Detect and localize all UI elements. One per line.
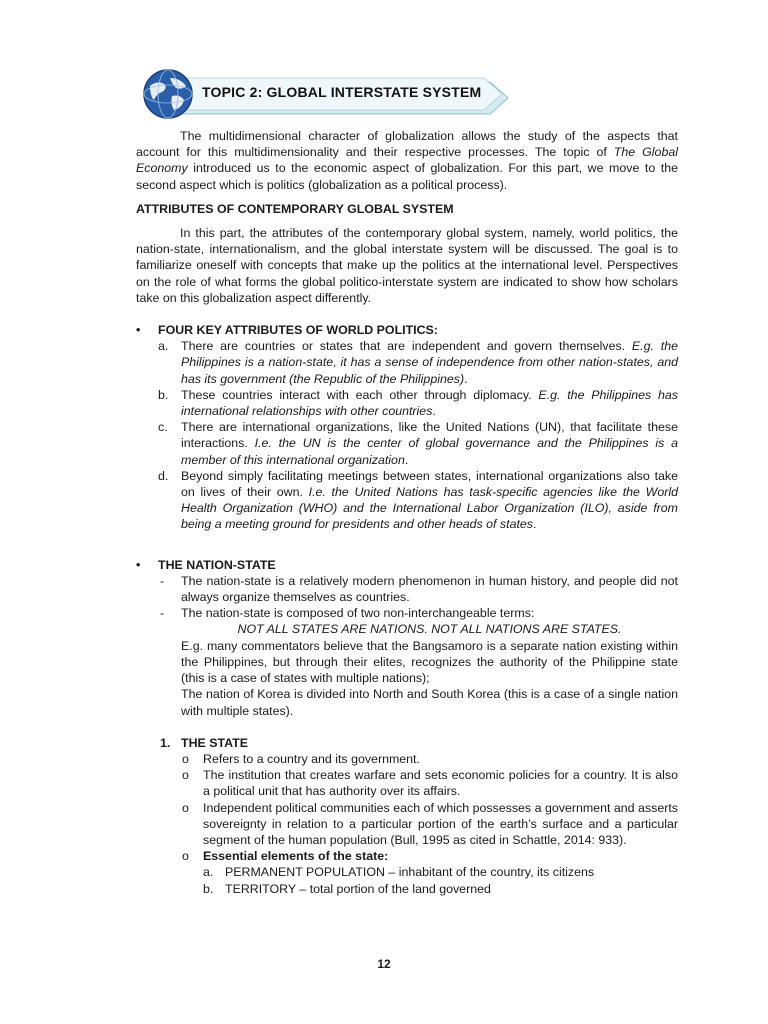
item-text: PERMANENT POPULATION – inhabitant of the country, its citizens	[225, 865, 595, 880]
globe-icon	[142, 68, 194, 120]
bullet-icon: •	[136, 557, 141, 572]
item-text: Independent political communities each of which possesses a government and asserts sovereignty in relation to a particular portion of the earth’s surface and a particular segment of the human population (Bull, 1995 as cited in Schattle, 2014: 933).	[203, 800, 678, 847]
list-marker: b.	[203, 881, 214, 896]
heading-text: THE STATE	[181, 735, 248, 750]
list-marker: d.	[158, 468, 169, 483]
item-text: These countries interact with each other through diplomacy.	[181, 387, 539, 402]
list-marker: a.	[158, 339, 169, 354]
topic-title: TOPIC 2: GLOBAL INTERSTATE SYSTEM	[202, 84, 482, 100]
dash-marker: -	[160, 606, 165, 621]
list-item	[136, 848, 678, 864]
attributes-heading: ATTRIBUTES OF CONTEMPORARY GLOBAL SYSTEM	[136, 201, 454, 216]
list-marker: c.	[158, 420, 168, 435]
list-item	[136, 881, 678, 897]
circle-bullet-icon: o	[182, 751, 189, 766]
list-item	[136, 468, 678, 533]
number-marker: 1.	[160, 735, 171, 750]
item-text: Refers to a country and its government.	[203, 751, 420, 766]
item-text: Beyond simply facilitating meetings between states, international organizations also take on lives of their own.	[181, 468, 678, 500]
dash-marker: -	[160, 573, 165, 588]
nation-state-section	[136, 557, 678, 573]
list-item	[136, 387, 678, 419]
circle-bullet-icon: o	[182, 800, 189, 815]
intro-text-2: introduced us to the economic aspect of globalization. For this part, we move to the second aspect which is politics (globalization as a political process).	[136, 161, 678, 192]
list-marker: a.	[203, 865, 214, 880]
item-text: The nation-state is composed of two non-interchangeable terms:	[181, 606, 535, 621]
item-text: The institution that creates warfare and sets economic policies for a country. It is also a political unit that has authority over its affairs.	[203, 768, 678, 799]
item-text: The nation-state is a relatively modern phenomenon in human history, and people did not always organize themselves as countries.	[181, 573, 678, 605]
page-number: 12	[377, 957, 391, 971]
centered-statement: NOT ALL STATES ARE NATIONS. NOT ALL NATIONS ARE STATES.	[237, 622, 622, 637]
list-item	[136, 864, 678, 880]
item-example: I.e. the UN is the center of global governance and the Philippines is a member of this international organization	[181, 436, 678, 467]
main-content	[136, 128, 678, 897]
circle-bullet-icon: o	[182, 768, 189, 783]
list-marker: b.	[158, 387, 169, 402]
world-politics-section	[136, 322, 678, 338]
list-item	[136, 767, 678, 799]
example-paragraph: The nation of Korea is divided into North and South Korea (this is a case of a single nation with multiple states).	[181, 687, 678, 718]
item-example: E.g. the Philippines is a nation-state, it has a sense of independence from other nation-states, and has its government (the Republic of the Philippines)	[181, 339, 678, 386]
list-item	[136, 573, 678, 605]
nation-state-heading: THE NATION-STATE	[158, 557, 276, 572]
bullet-icon: •	[136, 323, 141, 338]
example-paragraph: E.g. many commentators believe that the Bangsamoro is a separate nation existing within the Philippines, but through their elites, recognizes the authority of the Philippine state (this is a case of states with multiple nations);	[181, 638, 678, 686]
item-text: There are international organizations, like the United Nations (UN), that facilitate these interactions.	[181, 420, 678, 451]
list-item	[136, 605, 678, 621]
list-item	[136, 751, 678, 767]
intro-paragraph	[136, 128, 678, 193]
circle-bullet-icon: o	[182, 849, 189, 864]
list-item	[136, 419, 678, 468]
the-state-heading	[136, 735, 678, 751]
list-item	[136, 338, 678, 387]
intro-text-1: The multidimensional character of globalization allows the study of the aspects that account for this multidimensionality and their respective processes. The topic of	[136, 129, 678, 160]
item-tail: .	[404, 452, 409, 467]
item-tail: .	[533, 517, 537, 532]
item-example: I.e. the United Nations has task-specific agencies like the World Health Organization (WHO) and the International Labor Organization (ILO), aside from being a meeting ground for presidents and other heads of states	[181, 485, 678, 532]
item-tail: .	[432, 404, 436, 419]
attributes-paragraph: In this part, the attributes of the contemporary global system, namely, world politics, the nation-state, internationalism, and the global interstate system will be discussed. The goal is to familiarize oneself with concepts that make up the politics at the international level. Perspectives on the role of what forms the global politico-interstate system are indicated to show how scholars take on this globalization aspect differently.	[136, 226, 678, 305]
world-politics-list	[136, 338, 678, 532]
list-item	[136, 800, 678, 849]
item-text: There are countries or states that are independent and govern themselves.	[181, 339, 632, 354]
intro-emphasis: The Global Economy	[136, 145, 678, 176]
item-text: TERRITORY – total portion of the land governed	[225, 881, 491, 896]
topic-banner	[140, 68, 520, 118]
world-politics-heading: FOUR KEY ATTRIBUTES OF WORLD POLITICS:	[158, 323, 438, 338]
essential-heading: Essential elements of the state:	[203, 849, 389, 864]
item-example: E.g. the Philippines has international relationships with other countries	[181, 387, 678, 419]
item-tail: .	[464, 371, 468, 386]
